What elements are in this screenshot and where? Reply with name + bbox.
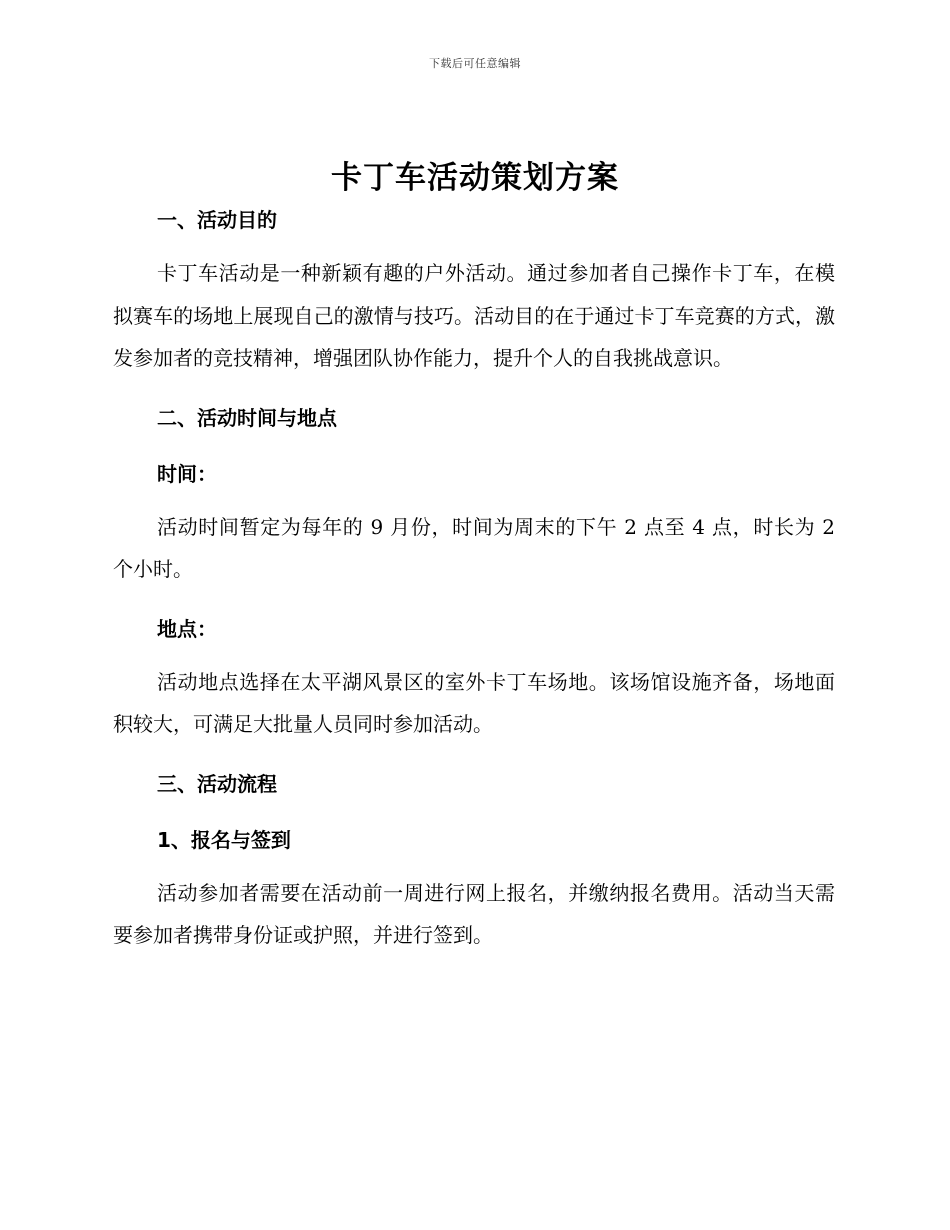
subheading-registration: 1、报名与签到 xyxy=(157,827,291,852)
section-paragraph-purpose: 卡丁车活动是一种新颖有趣的户外活动。通过参加者自己操作卡丁车，在模拟赛车的场地上展现自己的激情与技巧。活动目的在于通过卡丁车竞赛的方式，激发参加者的竞技精神，增强团队协作能力，提升个人的自我挑战意识。 xyxy=(113,261,835,370)
header-note: 下载后可任意编辑 xyxy=(429,57,521,70)
document-body xyxy=(113,202,835,957)
document-title: 卡丁车活动策划方案 xyxy=(331,160,619,196)
paragraph-registration: 活动参加者需要在活动前一周进行网上报名，并缴纳报名费用。活动当天需要参加者携带身份证或护照，并进行签到。 xyxy=(113,880,835,947)
section-heading-time-place: 二、活动时间与地点 xyxy=(157,405,337,430)
subheading-place: 地点： xyxy=(157,616,217,641)
paragraph-time: 活动时间暂定为每年的 9 月份，时间为周末的下午 2 点至 4 点，时长为 2 个小时。 xyxy=(113,514,835,581)
section-heading-purpose: 一、活动目的 xyxy=(157,208,277,232)
paragraph-place: 活动地点选择在太平湖风景区的室外卡丁车场地。该场馆设施齐备，场地面积较大，可满足大批量人员同时参加活动。 xyxy=(113,669,835,736)
section-heading-process: 三、活动流程 xyxy=(157,771,277,796)
subheading-time: 时间： xyxy=(157,461,217,486)
